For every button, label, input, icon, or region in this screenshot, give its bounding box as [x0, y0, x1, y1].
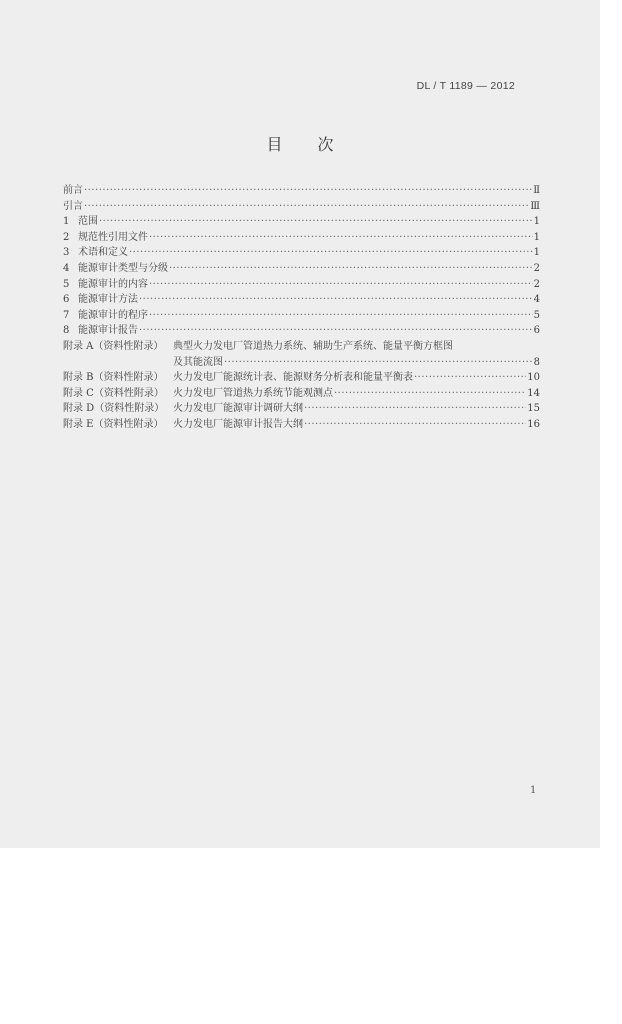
toc-page-number: 1: [533, 247, 540, 259]
chapter-number: 4: [63, 262, 70, 274]
toc-entry-label: 能源审计的内容: [78, 278, 148, 290]
dot-leader: [84, 199, 529, 215]
toc-entry-chapter-7[interactable]: [63, 308, 540, 324]
dot-leader: [139, 323, 533, 339]
toc-page-number: 5: [533, 309, 540, 321]
chapter-number: 8: [63, 325, 70, 337]
toc-entry-label: 火力发电厂能源审计报告大纲: [173, 418, 303, 430]
toc-entry-label: 典型火力发电厂管道热力系统、辅助生产系统、能量平衡方框图: [173, 340, 453, 352]
toc-entry-label: 能源审计的程序: [78, 309, 148, 321]
dot-leader: [334, 386, 526, 402]
toc-entry-label: 范围: [78, 216, 98, 228]
dot-leader: [304, 401, 526, 417]
toc-entry-appendix-a[interactable]: [63, 339, 540, 355]
table-of-contents: [63, 183, 540, 433]
toc-entry-chapter-6[interactable]: [63, 292, 540, 308]
toc-entry-label: 前言: [63, 185, 83, 196]
chapter-number: 7: [63, 309, 70, 321]
dot-leader: [414, 370, 526, 386]
appendix-prefix: 附录 C（资料性附录）: [63, 387, 164, 399]
appendix-prefix: 附录 B（资料性附录）: [63, 372, 164, 384]
toc-entry-introduction[interactable]: [63, 199, 540, 215]
toc-entry-appendix-b[interactable]: [63, 370, 540, 386]
dot-leader: [149, 230, 533, 246]
dot-leader: [149, 308, 533, 324]
toc-page-number: 4: [533, 294, 540, 306]
dot-leader: [129, 245, 533, 261]
toc-entry-label: 规范性引用文件: [78, 231, 148, 243]
toc-entry-chapter-5[interactable]: [63, 277, 540, 293]
appendix-prefix: 附录 E（资料性附录）: [63, 418, 164, 430]
toc-entry-label: 火力发电厂能源统计表、能源财务分析表和能量平衡表: [173, 372, 413, 384]
toc-page-number: 2: [533, 262, 540, 274]
appendix-prefix: 附录 D（资料性附录）: [63, 403, 165, 415]
toc-entry-chapter-1[interactable]: [63, 214, 540, 230]
toc-entry-label: 火力发电厂能源审计调研大纲: [173, 403, 303, 415]
toc-entry-appendix-c[interactable]: [63, 386, 540, 402]
toc-entry-chapter-8[interactable]: [63, 323, 540, 339]
dot-leader: [149, 277, 533, 293]
dot-leader: [84, 183, 532, 199]
toc-entry-label: 能源审计类型与分级: [78, 262, 168, 274]
toc-entry-chapter-4[interactable]: [63, 261, 540, 277]
toc-entry-label: 及其能流图: [173, 356, 223, 368]
toc-entry-label: 术语和定义: [78, 247, 128, 259]
toc-page-number: 1: [533, 231, 540, 243]
chapter-number: 1: [63, 216, 70, 228]
toc-entry-chapter-2[interactable]: [63, 230, 540, 246]
toc-entry-appendix-e[interactable]: [63, 417, 540, 433]
toc-entry-label: 引言: [63, 200, 83, 212]
toc-page-number: 14: [527, 387, 540, 399]
toc-entry-appendix-d[interactable]: [63, 401, 540, 417]
dot-leader: [139, 292, 533, 308]
toc-page-number: 8: [533, 356, 540, 368]
chapter-number: 5: [63, 278, 70, 290]
toc-entry-label: 火力发电厂管道热力系统节能观测点: [173, 387, 333, 399]
toc-page-number: 15: [527, 403, 540, 415]
toc-entry-chapter-3[interactable]: [63, 245, 540, 261]
toc-page-number: 16: [527, 418, 540, 430]
page-folio: 1: [530, 785, 537, 796]
toc-entry-appendix-a-continued[interactable]: [63, 355, 540, 371]
standard-code: DL / T 1189 — 2012: [416, 80, 515, 92]
chapter-number: 3: [63, 247, 70, 259]
toc-entry-label: 能源审计报告: [78, 325, 138, 337]
toc-page-number: 10: [527, 372, 540, 384]
toc-page-number: Ⅲ: [530, 200, 540, 212]
dot-leader: [304, 417, 526, 433]
appendix-prefix: 附录 A（资料性附录）: [63, 340, 164, 352]
chapter-number: 6: [63, 294, 70, 306]
toc-page-number: 1: [533, 216, 540, 228]
dot-leader: [99, 214, 533, 230]
toc-page-number: Ⅱ: [533, 185, 540, 196]
page-title: 目 次: [266, 135, 334, 154]
toc-page-number: 2: [533, 278, 540, 290]
dot-leader: [169, 261, 533, 277]
chapter-number: 2: [63, 231, 70, 243]
toc-entry-preface[interactable]: [63, 183, 540, 199]
toc-entry-label: 能源审计方法: [78, 294, 138, 306]
dot-leader: [224, 355, 533, 371]
toc-page-number: 6: [533, 325, 540, 337]
